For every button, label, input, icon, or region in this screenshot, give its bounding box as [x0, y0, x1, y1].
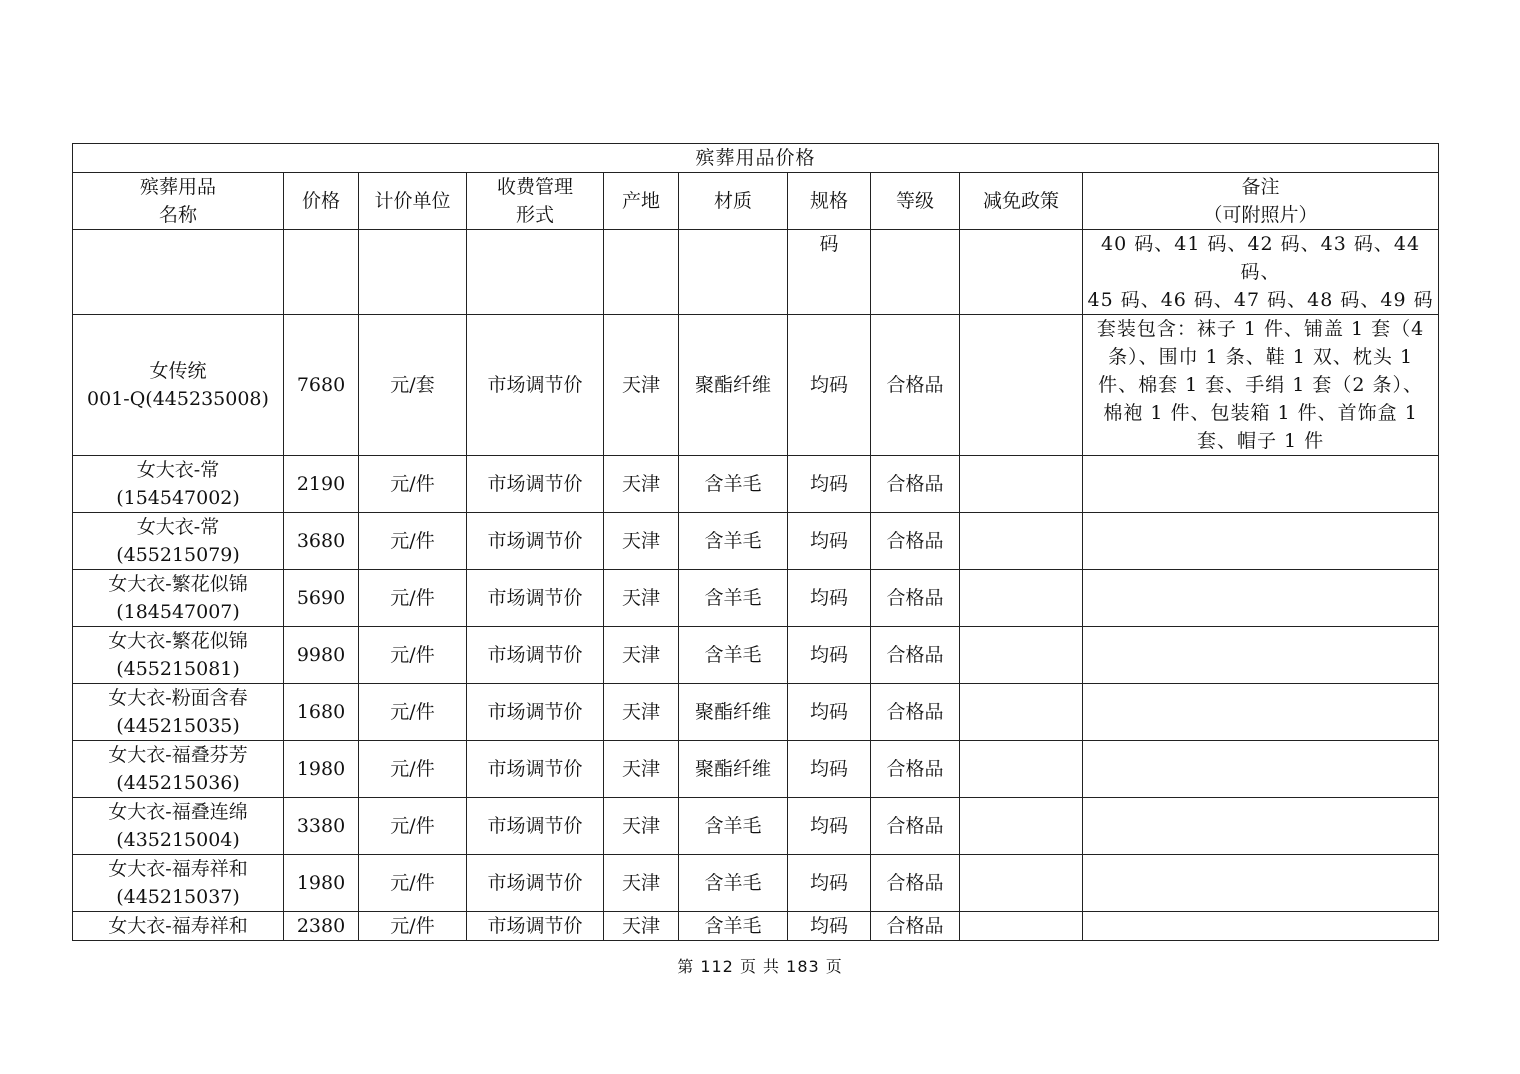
cell-price [284, 230, 359, 315]
cell-unit: 元/件 [359, 456, 467, 513]
cell-policy [960, 855, 1083, 912]
cell-name [73, 230, 284, 315]
cell-policy [960, 456, 1083, 513]
cell-material: 含羊毛 [679, 513, 788, 570]
table-row [73, 315, 1439, 456]
footer-total-pages: 183 [786, 957, 820, 976]
header-material: 材质 [679, 173, 788, 230]
price-table [72, 143, 1439, 941]
table-row [73, 627, 1439, 684]
cell-remark [1083, 912, 1439, 941]
cell-policy [960, 741, 1083, 798]
cell-material: 聚酯纤维 [679, 684, 788, 741]
cell-fee: 市场调节价 [467, 684, 604, 741]
header-remark [1083, 173, 1439, 230]
header-fee-line2: 形式 [515, 204, 554, 226]
header-remark-line2: （可附照片） [1203, 204, 1318, 226]
cell-grade: 合格品 [871, 570, 960, 627]
table-header-row [73, 173, 1439, 230]
cell-grade: 合格品 [871, 456, 960, 513]
cell-remark [1083, 627, 1439, 684]
cell-grade: 合格品 [871, 912, 960, 941]
remark-line: 套、帽子 1 件 [1196, 430, 1325, 452]
cell-unit: 元/件 [359, 513, 467, 570]
cell-name [73, 855, 284, 912]
cell-origin [604, 230, 679, 315]
cell-fee: 市场调节价 [467, 513, 604, 570]
cell-name-line1: 女大衣-福寿祥和 [108, 858, 248, 880]
header-fee-line1: 收费管理 [496, 176, 573, 198]
header-name-line1: 殡葬用品 [139, 176, 216, 198]
table-title: 殡葬用品价格 [73, 144, 1439, 173]
cell-name-line2: 001-Q(445235008) [87, 388, 269, 410]
cell-name-line1: 女传统 [149, 360, 207, 382]
cell-unit [359, 230, 467, 315]
cell-unit: 元/件 [359, 855, 467, 912]
cell-name-line1: 女大衣-福叠连绵 [108, 801, 248, 823]
cell-name-line1: 女大衣-繁花似锦 [108, 573, 248, 595]
cell-material: 含羊毛 [679, 627, 788, 684]
table-row [73, 684, 1439, 741]
table-row [73, 741, 1439, 798]
cell-grade: 合格品 [871, 684, 960, 741]
cell-unit: 元/件 [359, 741, 467, 798]
cell-name-line1: 女大衣-繁花似锦 [108, 630, 248, 652]
cell-name-line2: (435215004) [116, 829, 240, 851]
cell-name [73, 456, 284, 513]
cell-remark [1083, 456, 1439, 513]
header-spec: 规格 [788, 173, 871, 230]
cell-name-line2: (455215079) [116, 544, 240, 566]
cell-fee [467, 230, 604, 315]
cell-origin: 天津 [604, 315, 679, 456]
cell-material [679, 230, 788, 315]
cell-price: 5690 [284, 570, 359, 627]
cell-origin: 天津 [604, 456, 679, 513]
cell-spec: 均码 [788, 741, 871, 798]
table-row [73, 456, 1439, 513]
cell-grade: 合格品 [871, 315, 960, 456]
cell-remark [1083, 570, 1439, 627]
cell-material: 聚酯纤维 [679, 741, 788, 798]
cell-spec: 均码 [788, 315, 871, 456]
cell-spec: 码 [788, 230, 871, 315]
cell-name-line2: (455215081) [116, 658, 240, 680]
footer-middle: 页 共 [739, 957, 781, 976]
page-footer [0, 954, 1520, 977]
cell-policy [960, 627, 1083, 684]
cell-grade: 合格品 [871, 798, 960, 855]
table-row [73, 912, 1439, 941]
cell-fee: 市场调节价 [467, 315, 604, 456]
cell-remark [1083, 230, 1439, 315]
cell-material: 含羊毛 [679, 855, 788, 912]
header-fee [467, 173, 604, 230]
cell-name-line2: (154547002) [116, 487, 240, 509]
cell-spec: 均码 [788, 456, 871, 513]
cell-spec: 均码 [788, 912, 871, 941]
cell-origin: 天津 [604, 741, 679, 798]
cell-price: 3380 [284, 798, 359, 855]
cell-name-line2: (445215036) [116, 772, 240, 794]
remark-line: 棉袍 1 件、包装箱 1 件、首饰盒 1 [1103, 402, 1418, 424]
cell-name [73, 684, 284, 741]
footer-suffix: 页 [825, 957, 843, 976]
cell-fee: 市场调节价 [467, 570, 604, 627]
cell-material: 含羊毛 [679, 798, 788, 855]
cell-price: 2190 [284, 456, 359, 513]
cell-price: 1980 [284, 855, 359, 912]
cell-policy [960, 684, 1083, 741]
cell-unit: 元/件 [359, 912, 467, 941]
cell-material: 含羊毛 [679, 570, 788, 627]
cell-policy [960, 570, 1083, 627]
cell-unit: 元/件 [359, 627, 467, 684]
cell-unit: 元/件 [359, 684, 467, 741]
table-row [73, 798, 1439, 855]
remark-line: 件、棉套 1 套、手绢 1 套（2 条）、 [1098, 374, 1424, 396]
cell-name [73, 570, 284, 627]
header-grade: 等级 [871, 173, 960, 230]
cell-name-line1: 女大衣-粉面含春 [108, 687, 248, 709]
cell-remark [1083, 855, 1439, 912]
cell-name-line2: (445215037) [116, 886, 240, 908]
header-unit: 计价单位 [359, 173, 467, 230]
cell-name [73, 798, 284, 855]
cell-price: 9980 [284, 627, 359, 684]
header-name [73, 173, 284, 230]
cell-name-line1: 女大衣-福叠芬芳 [108, 744, 248, 766]
table-row [73, 855, 1439, 912]
cell-policy [960, 798, 1083, 855]
table-row [73, 513, 1439, 570]
table-row [73, 570, 1439, 627]
cell-spec: 均码 [788, 684, 871, 741]
footer-page-number: 112 [700, 957, 734, 976]
header-price: 价格 [284, 173, 359, 230]
cell-remark [1083, 798, 1439, 855]
cell-policy [960, 315, 1083, 456]
cell-origin: 天津 [604, 513, 679, 570]
cell-name [73, 315, 284, 456]
footer-prefix: 第 [677, 957, 695, 976]
cell-material: 含羊毛 [679, 912, 788, 941]
cell-name-line1: 女大衣-常 [136, 516, 220, 538]
cell-material: 聚酯纤维 [679, 315, 788, 456]
cell-origin: 天津 [604, 855, 679, 912]
cell-fee: 市场调节价 [467, 798, 604, 855]
cell-origin: 天津 [604, 627, 679, 684]
cell-price: 1680 [284, 684, 359, 741]
cell-fee: 市场调节价 [467, 456, 604, 513]
remark-line: 条）、围巾 1 条、鞋 1 双、枕头 1 [1108, 346, 1414, 368]
header-policy: 减免政策 [960, 173, 1083, 230]
cell-fee: 市场调节价 [467, 627, 604, 684]
cell-spec: 均码 [788, 513, 871, 570]
table-row-continued [73, 230, 1439, 315]
cell-name [73, 627, 284, 684]
cell-name [73, 741, 284, 798]
cell-spec: 均码 [788, 627, 871, 684]
header-remark-line1: 备注 [1241, 176, 1280, 198]
cell-name: 女大衣-福寿祥和 [73, 912, 284, 941]
cell-origin: 天津 [604, 684, 679, 741]
cell-remark [1083, 315, 1439, 456]
cell-grade: 合格品 [871, 627, 960, 684]
cell-origin: 天津 [604, 570, 679, 627]
cell-remark [1083, 513, 1439, 570]
cell-material: 含羊毛 [679, 456, 788, 513]
cell-origin: 天津 [604, 912, 679, 941]
cell-remark [1083, 684, 1439, 741]
cell-name-line1: 女大衣-常 [136, 459, 220, 481]
cell-name-line2: (184547007) [116, 601, 240, 623]
cell-unit: 元/套 [359, 315, 467, 456]
cell-fee: 市场调节价 [467, 912, 604, 941]
cell-spec: 均码 [788, 798, 871, 855]
cell-price: 1980 [284, 741, 359, 798]
header-origin: 产地 [604, 173, 679, 230]
remark-line: 套装包含：袜子 1 件、铺盖 1 套（4 [1096, 318, 1425, 340]
header-name-line2: 名称 [158, 204, 197, 226]
cell-fee: 市场调节价 [467, 855, 604, 912]
cell-remark [1083, 741, 1439, 798]
cell-unit: 元/件 [359, 570, 467, 627]
cell-fee: 市场调节价 [467, 741, 604, 798]
cell-policy [960, 230, 1083, 315]
cell-spec: 均码 [788, 855, 871, 912]
cell-grade: 合格品 [871, 741, 960, 798]
price-sheet [72, 143, 1438, 941]
cell-name-line2: (445215035) [116, 715, 240, 737]
cell-origin: 天津 [604, 798, 679, 855]
table-title-row [73, 144, 1439, 173]
cell-spec: 均码 [788, 570, 871, 627]
remark-line: 45 码、46 码、47 码、48 码、49 码 [1087, 289, 1434, 311]
cell-grade [871, 230, 960, 315]
cell-policy [960, 912, 1083, 941]
cell-policy [960, 513, 1083, 570]
cell-price: 2380 [284, 912, 359, 941]
cell-unit: 元/件 [359, 798, 467, 855]
cell-price: 3680 [284, 513, 359, 570]
cell-grade: 合格品 [871, 855, 960, 912]
cell-name [73, 513, 284, 570]
remark-line: 40 码、41 码、42 码、43 码、44 码、 [1101, 233, 1421, 283]
cell-price: 7680 [284, 315, 359, 456]
cell-grade: 合格品 [871, 513, 960, 570]
